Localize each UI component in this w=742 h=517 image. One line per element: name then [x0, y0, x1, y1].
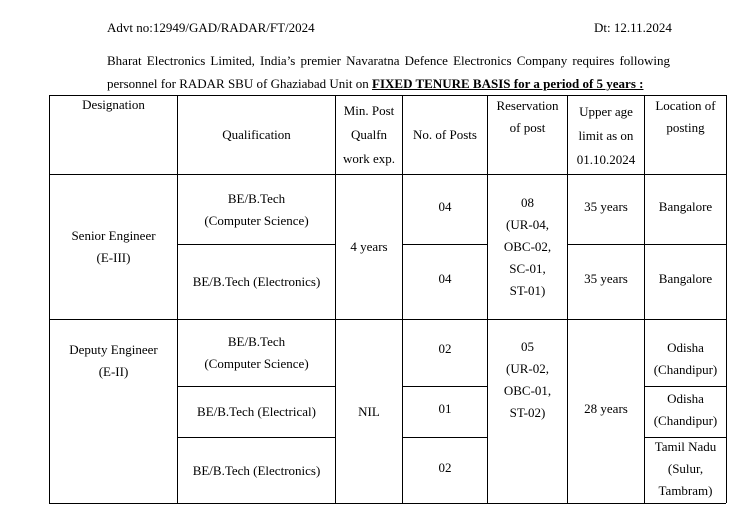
deputy-posts-cs [403, 320, 487, 378]
senior-designation-grade: (E-III) [96, 250, 131, 265]
deputy-reservation [488, 336, 567, 436]
deputy-location-cs-line-1: Odisha [667, 340, 704, 355]
header-age-line-3: 01.10.2024 [576, 152, 636, 167]
deputy-location-electronics-line-3: Tambram) [658, 483, 713, 498]
deputy-age-text: 28 years [584, 400, 628, 416]
deputy-qualification-electronics [178, 438, 335, 503]
senior-qual-cs-line-2: (Computer Science) [204, 212, 309, 228]
table-border-right [726, 95, 727, 503]
senior-reservation [488, 175, 567, 319]
header-min-post-qualfn-work-exp [336, 96, 402, 174]
header-location-of-posting [645, 95, 726, 155]
header-min-post-line-2: Qualfn [350, 127, 388, 142]
deputy-location-electronics-line-1: Tamil Nadu [654, 439, 717, 454]
deputy-reservation-total: 05 [521, 339, 534, 354]
senior-reservation-total: 08 [521, 195, 534, 210]
intro-line-2-prefix: personnel for RADAR SBU of Ghaziabad Unit on [107, 76, 373, 91]
senior-posts-electronics [403, 245, 487, 313]
header-age-line-1: Upper age [579, 104, 633, 119]
deputy-experience-text: NIL [358, 403, 380, 419]
intro-line-2 [107, 76, 643, 92]
senior-age-cs-text: 35 years [584, 198, 628, 214]
header-location-line-2: posting [666, 120, 705, 135]
senior-posts-electronics-text: 04 [438, 271, 452, 286]
senior-qualification-electronics [178, 245, 335, 319]
header-designation [50, 95, 177, 174]
header-qualification [178, 95, 335, 174]
senior-posts-cs-text: 04 [438, 198, 452, 214]
deputy-experience [336, 320, 402, 503]
header-age-line-2: limit as on [578, 128, 634, 143]
senior-experience-text: 4 years [350, 239, 388, 254]
deputy-location-electronics [645, 436, 726, 502]
deputy-posts-electrical-text: 01 [438, 401, 452, 416]
senior-location-electronics-text: Bangalore [658, 271, 713, 286]
header-min-post-line-3: work exp. [343, 151, 395, 166]
deputy-reservation-obc: OBC-01, [503, 383, 552, 398]
table-border-bottom [49, 503, 726, 504]
deputy-location-electrical [645, 386, 726, 434]
deputy-designation-title: Deputy Engineer [69, 342, 158, 357]
deputy-qual-cs-line-1: BE/B.Tech [227, 334, 286, 349]
deputy-posts-electrical [403, 387, 487, 431]
header-reservation [488, 95, 567, 155]
deputy-designation [50, 320, 177, 402]
senior-location-cs-text: Bangalore [658, 198, 713, 214]
header-designation-text: Designation [82, 97, 145, 112]
deputy-location-cs [645, 336, 726, 382]
intro-tenure-emphasis: FIXED TENURE BASIS for a period of 5 years : [372, 76, 644, 91]
header-min-post-line-1: Min. Post [343, 103, 395, 118]
deputy-location-electrical-line-2: (Chandipur) [653, 413, 718, 428]
deputy-posts-electronics [403, 438, 487, 498]
deputy-qualification-cs [178, 320, 335, 386]
deputy-location-electrical-line-1: Odisha [667, 391, 704, 406]
senior-qual-electronics-text: BE/B.Tech (Electronics) [192, 274, 321, 289]
senior-designation [50, 175, 177, 319]
deputy-posts-electronics-text: 02 [438, 460, 452, 475]
header-location-line-1: Location of [655, 98, 716, 113]
senior-age-electronics-text: 35 years [584, 271, 628, 286]
intro-line-1: Bharat Electronics Limited, India’s premier Navaratna Defence Electronics Company requires following [107, 53, 670, 68]
deputy-designation-grade: (E-II) [98, 364, 129, 379]
senior-designation-title: Senior Engineer [71, 228, 156, 243]
header-reservation-line-1: Reservation [496, 98, 559, 113]
senior-qualification-cs [178, 175, 335, 244]
deputy-location-electronics-line-2: (Sulur, [667, 461, 704, 476]
senior-location-cs [645, 175, 726, 238]
senior-location-electronics [645, 245, 726, 313]
senior-reservation-sc: SC-01, [509, 261, 546, 276]
header-upper-age-limit [568, 98, 644, 174]
deputy-location-cs-line-2: (Chandipur) [653, 362, 718, 377]
deputy-qual-electronics-text: BE/B.Tech (Electronics) [192, 462, 321, 478]
senior-reservation-ur: (UR-04, [506, 217, 549, 232]
senior-experience [336, 175, 402, 319]
advertisement-number: Advt no:12949/GAD/RADAR/FT/2024 [107, 20, 315, 35]
deputy-qualification-electrical [178, 387, 335, 437]
header-no-of-posts [403, 95, 487, 174]
header-no-of-posts-text: No. of Posts [413, 126, 477, 142]
senior-reservation-st: ST-01) [509, 283, 546, 298]
header-reservation-line-2: of post [509, 120, 546, 135]
deputy-qual-cs-line-2: (Computer Science) [204, 356, 309, 371]
deputy-qual-electrical-text: BE/B.Tech (Electrical) [197, 404, 316, 419]
senior-age-electronics [568, 245, 644, 313]
advertisement-date: Dt: 12.11.2024 [594, 20, 672, 35]
senior-age-cs [568, 175, 644, 238]
senior-qual-cs-line-1: BE/B.Tech [227, 190, 286, 206]
deputy-age [568, 320, 644, 497]
deputy-reservation-ur: (UR-02, [506, 361, 549, 376]
senior-posts-cs [403, 175, 487, 238]
header-qualification-text: Qualification [222, 126, 291, 142]
deputy-posts-cs-text: 02 [438, 341, 452, 356]
senior-reservation-obc: OBC-02, [503, 239, 552, 254]
deputy-reservation-st: ST-02) [509, 405, 546, 420]
